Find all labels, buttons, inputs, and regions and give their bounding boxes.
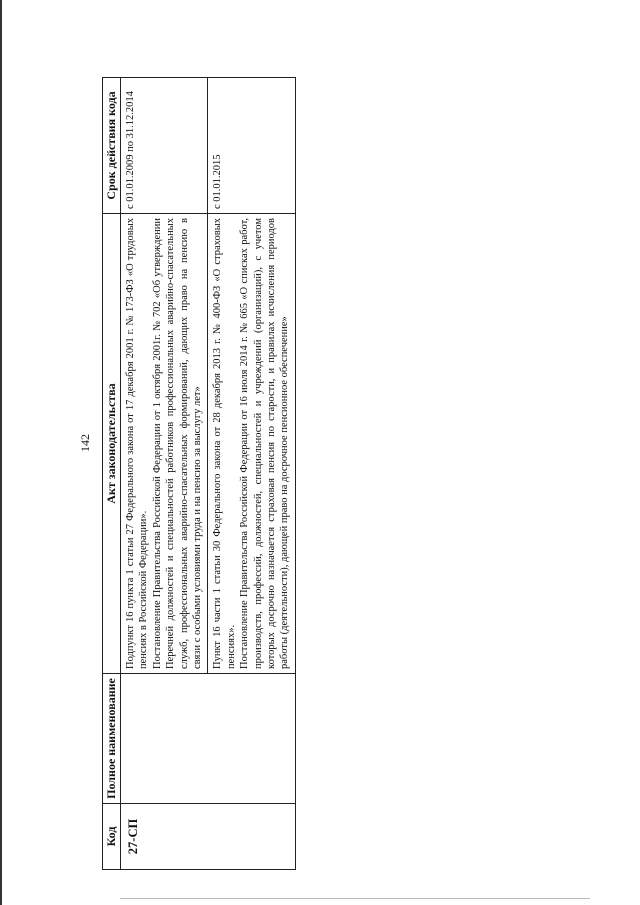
- cell-act-1: [121, 214, 208, 674]
- act-1-paragraph-1: Подпункт 16 пункта 1 статьи 27 Федерального закона от 17 декабря 2001 г. № 173-ФЗ «О трудовых пенсиях в Российской Федерации».: [125, 218, 150, 669]
- header-validity: Срок действия кода: [103, 78, 121, 214]
- scan-left-edge: [0, 0, 2, 905]
- cell-validity-1: с 01.01.2009 по 31.12.2014: [121, 78, 208, 214]
- act-1-paragraph-2: Постановление Правительства Российской Федерации от 1 октября 2001г. № 702 «Об утверждении Перечней должностей и специальностей работников профессиональных аварийно-спасательных служб, профессиональных аварийно-спасательных формирований, дающих право на пенсию в связи с особыми условиями труда и на пенсию за выслугу лет»: [151, 218, 204, 669]
- rotated-table-wrapper: [102, 78, 296, 870]
- table-row: [121, 78, 208, 870]
- header-code: Код: [103, 804, 121, 870]
- page-number: 142: [78, 434, 92, 452]
- cell-validity-2: с 01.01.2015: [208, 78, 295, 214]
- cell-code: 27-СП: [121, 804, 296, 870]
- cell-act-2: [208, 214, 295, 674]
- header-full-name: Полное наименование: [103, 674, 121, 804]
- table-header-row: [103, 78, 121, 870]
- header-act: Акт законодательства: [103, 214, 121, 674]
- legislation-table: [102, 77, 296, 870]
- cell-full-name: [121, 674, 296, 804]
- act-2-paragraph-1: Пункт 16 части 1 статьи 30 Федерального закона от 28 декабря 2013 г. № 400-ФЗ «О страховых пенсиях».: [212, 218, 237, 669]
- act-2-paragraph-2: Постановление Правительства Российской Федерации от 16 июля 2014 г. № 665 «О списках работ, производств, профессий, должностей, специальностей и учреждений (организаций), с учетом которых досрочно назначается страховая пенсия по старости, и правилах исчисления периодов работы (деятельности), дающей право на досрочное пенсионное обеспечение»: [239, 218, 291, 669]
- scan-bottom-mark: [120, 898, 590, 899]
